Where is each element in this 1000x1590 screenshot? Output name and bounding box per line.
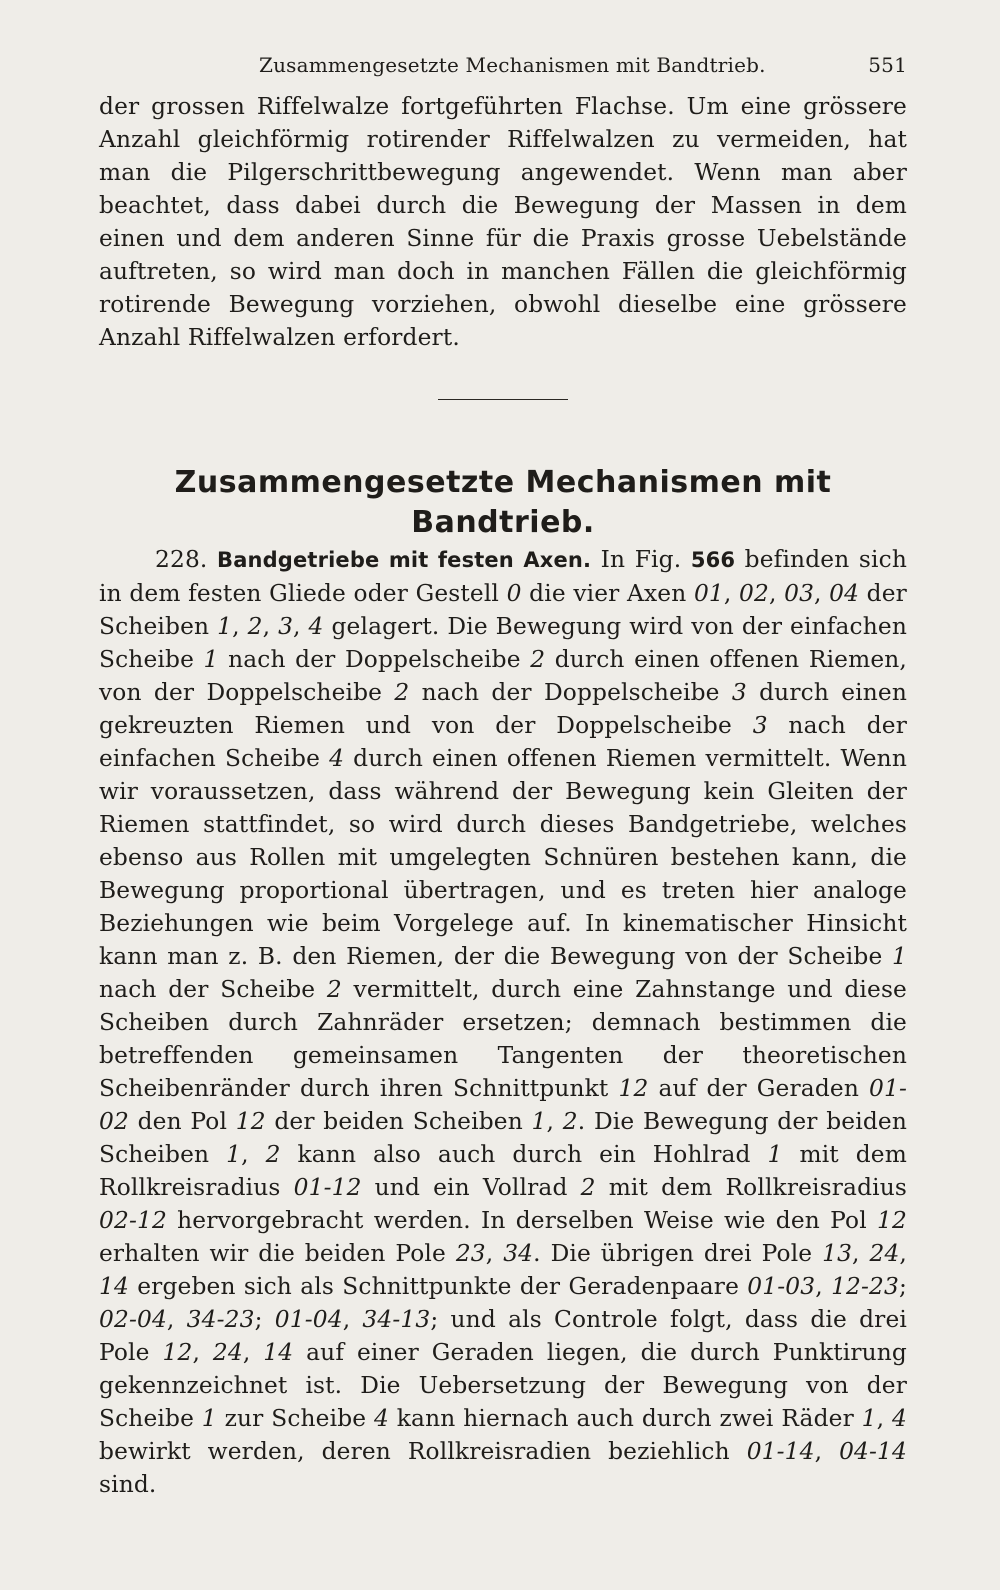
section-number: 228. <box>155 546 208 573</box>
text-run: , <box>293 613 309 640</box>
italic-symbol: 1 <box>767 1141 783 1168</box>
text-run: nach der einfachen Scheibe <box>99 712 907 772</box>
text-run: ; <box>254 1306 275 1333</box>
italic-symbol: 12-23 <box>831 1273 899 1300</box>
italic-symbol: 13 <box>822 1240 853 1267</box>
italic-symbol: 01-02 <box>99 1075 907 1135</box>
italic-symbol: 02 <box>739 580 769 607</box>
italic-symbol: 24 <box>869 1240 900 1267</box>
text-run: und ein Vollrad <box>361 1174 581 1201</box>
italic-symbol: 04 <box>829 580 860 607</box>
italic-symbol: 01-03 <box>747 1273 816 1300</box>
text-run: , <box>723 580 740 607</box>
italic-symbol: 1 <box>531 1108 547 1135</box>
section-title: Bandgetriebe mit festen Axen. <box>217 548 592 572</box>
italic-symbol: 1 <box>892 943 907 970</box>
italic-symbol: 03 <box>784 580 815 607</box>
italic-symbol: 12 <box>877 1207 907 1234</box>
italic-symbol: 1 <box>226 1141 242 1168</box>
text-run: , <box>876 1405 893 1432</box>
italic-symbol: 01-14 <box>746 1438 815 1465</box>
italic-symbol: 23 <box>455 1240 486 1267</box>
text-run: , <box>768 580 785 607</box>
italic-symbol: 01-12 <box>293 1174 362 1201</box>
book-page <box>99 40 907 1501</box>
italic-symbol: 0 <box>506 580 522 607</box>
text-run: , <box>814 580 830 607</box>
text-run: ; und als Controle folgt, dass die drei Pole <box>99 1306 907 1366</box>
italic-symbol: 3 <box>752 712 768 739</box>
section-heading: Zusammengesetzte Mechanismen mit Bandtrieb. <box>174 465 832 540</box>
text-run: durch einen gekreuzten Riemen und von der Doppelscheibe <box>99 679 908 739</box>
text-run: ; <box>898 1273 907 1300</box>
paragraph-section-228 <box>99 543 907 1501</box>
italic-symbol: 3 <box>278 613 294 640</box>
italic-symbol: 12 <box>618 1075 649 1102</box>
text-run: der Scheiben <box>99 580 907 640</box>
text-run: nach der Scheibe <box>99 976 327 1003</box>
italic-symbol: 2 <box>247 613 263 640</box>
italic-symbol: 34 <box>503 1240 534 1267</box>
text-run: , <box>485 1240 504 1267</box>
italic-symbol: 34-23 <box>186 1306 255 1333</box>
text-run: mit dem Rollkreisradius <box>99 1141 907 1201</box>
italic-symbol: 4 <box>308 613 324 640</box>
text-run: durch einen offenen Riemen vermittelt. Wenn wir voraussetzen, dass während der Bewegung kein Gleiten der Riemen stattfindet, so wird durch dieses Bandgetriebe, welches ebenso aus Rollen mit umgelegten Schnüren bestehen kann, die Bewegung proportional übertragen, und es treten hier analoge Beziehungen wie beim Vorgelege auf. In kinematischer Hinsicht kann man z. B. den Riemen, der die Bewegung von der Scheibe <box>99 745 907 970</box>
paragraph-continuation: der grossen Riffelwalze fortgeführten Flachse. Um eine grössere Anzahl gleichförmig rotirender Riffelwalzen zu vermeiden, hat man die Pilgerschrittbewegung angewendet. Wenn man aber beachtet, dass dabei durch die Bewegung der Massen in dem einen und dem anderen Sinne für die Praxis grosse Uebelstände auftreten, so wird man doch in manchen Fällen die gleichförmig rotirende Bewegung vorziehen, obwohl dieselbe eine grössere Anzahl Riffelwalzen erfordert. <box>99 93 907 351</box>
text-run: auf einer Geraden liegen, die durch Punktirung gekennzeichnet ist. Die Uebersetzung der Bewegung von der Scheibe <box>99 1339 907 1432</box>
italic-symbol: 2 <box>562 1108 578 1135</box>
italic-symbol: 02-12 <box>99 1207 167 1234</box>
italic-symbol: 24 <box>212 1339 243 1366</box>
text-run: , <box>546 1108 563 1135</box>
text-run: bewirkt werden, deren Rollkreisradien beziehlich <box>99 1438 747 1465</box>
italic-symbol: 2 <box>265 1141 281 1168</box>
text-run: gelagert. Die Bewegung wird von der einfachen Scheibe <box>99 613 907 673</box>
text-run: , <box>241 1141 266 1168</box>
text-run: vermittelt, durch eine Zahnstange und diese Scheiben durch Zahnräder ersetzen; demnach bestimmen die betreffenden gemeinsamen Tangenten der theoretischen Scheibenränder durch ihren Schnittpunkt <box>99 976 907 1102</box>
italic-symbol: 2 <box>530 646 546 673</box>
text-run: . Die übrigen drei Pole <box>533 1240 823 1267</box>
italic-symbol: 01 <box>693 580 724 607</box>
italic-symbol: 12 <box>162 1339 193 1366</box>
text-run: den Pol <box>128 1108 236 1135</box>
text-run: zur Scheibe <box>216 1405 375 1432</box>
figure-reference: 566 <box>690 548 736 572</box>
text-run: , <box>815 1273 832 1300</box>
italic-symbol: 02-04 <box>99 1306 167 1333</box>
text-run: mit dem Rollkreisradius <box>595 1174 907 1201</box>
text-run: die vier Axen <box>521 580 694 607</box>
page-number: 551 <box>868 53 907 77</box>
italic-symbol: 2 <box>580 1174 596 1201</box>
page-header <box>99 40 907 90</box>
text-run: nach der Doppelscheibe <box>218 646 531 673</box>
italic-symbol: 4 <box>374 1405 389 1432</box>
text-run: , <box>342 1306 363 1333</box>
italic-symbol: 2 <box>394 679 410 706</box>
text-run: , <box>852 1240 870 1267</box>
italic-symbol: 2 <box>326 976 342 1003</box>
text-run: , <box>814 1438 840 1465</box>
text-run: ergeben sich als Schnittpunkte der Geradenpaare <box>128 1273 748 1300</box>
italic-symbol: 12 <box>235 1108 266 1135</box>
text-run: der beiden Scheiben <box>265 1108 532 1135</box>
text-run: , <box>232 613 248 640</box>
italic-symbol: 04-14 <box>839 1438 907 1465</box>
text-run: , <box>192 1339 213 1366</box>
section-divider <box>438 399 568 400</box>
text-run: In Fig. <box>591 546 691 573</box>
text-run: , <box>262 613 279 640</box>
italic-symbol: 1 <box>217 613 233 640</box>
running-title: Zusammengesetzte Mechanismen mit Bandtrieb. <box>259 53 766 77</box>
italic-symbol: 1 <box>203 646 219 673</box>
text-run: sind. <box>99 1471 157 1498</box>
text-run: hervorgebracht werden. In derselben Weise wie den Pol <box>166 1207 878 1234</box>
text-run: . Die Bewegung der beiden Scheiben <box>99 1108 908 1168</box>
italic-symbol: 1 <box>201 1405 217 1432</box>
italic-symbol: 4 <box>892 1405 907 1432</box>
text-run: erhalten wir die beiden Pole <box>99 1240 456 1267</box>
text-run: , <box>899 1240 907 1267</box>
text-run: , <box>242 1339 264 1366</box>
text-run: , <box>166 1306 187 1333</box>
italic-symbol: 01-04 <box>274 1306 343 1333</box>
italic-symbol: 34-13 <box>362 1306 431 1333</box>
text-run: befinden sich in dem festen Gliede oder Gestell <box>99 546 907 607</box>
italic-symbol: 4 <box>329 745 345 772</box>
italic-symbol: 14 <box>99 1273 129 1300</box>
italic-symbol: 14 <box>263 1339 294 1366</box>
body-text <box>99 90 907 1501</box>
text-run: nach der Doppelscheibe <box>409 679 732 706</box>
text-run: kann also auch durch ein Hohlrad <box>280 1141 768 1168</box>
italic-symbol: 1 <box>861 1405 877 1432</box>
text-run: kann hiernach auch durch zwei Räder <box>389 1405 862 1432</box>
italic-symbol: 3 <box>731 679 747 706</box>
text-run: auf der Geraden <box>648 1075 870 1102</box>
text-run: durch einen offenen Riemen, von der Doppelscheibe <box>99 646 907 706</box>
